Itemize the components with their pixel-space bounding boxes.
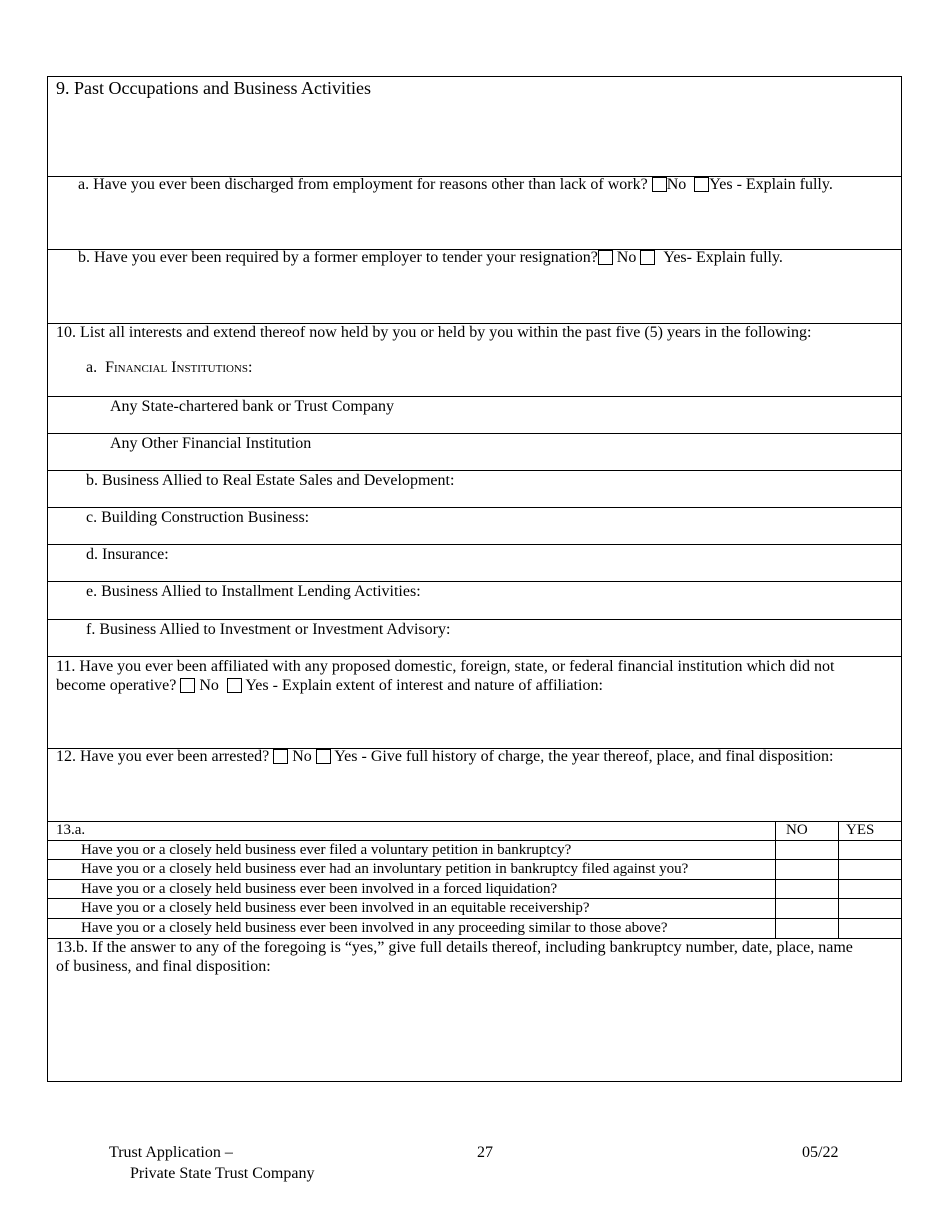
q9a-no-checkbox[interactable] (652, 177, 667, 192)
q13a-row-1-text: Have you or a closely held business ever filed a voluntary petition in bankruptcy? (81, 841, 572, 858)
q13a-row-4-yes-cell[interactable] (838, 899, 901, 918)
q12-text: 12. Have you ever been arrested? (56, 748, 270, 765)
q13a-row-4-no-cell[interactable] (776, 899, 838, 918)
q13a-divider-yes (838, 821, 839, 938)
q13a-row-5-yes-cell[interactable] (838, 919, 901, 938)
q13a-row-5-no-cell[interactable] (776, 919, 838, 938)
q10-header (48, 324, 901, 397)
q13a-row-1-yes-cell[interactable] (838, 841, 901, 860)
q12-question (56, 747, 833, 766)
q9b-no-label: No (616, 249, 637, 266)
q11-section (48, 657, 901, 749)
q10f-label: f. Business Allied to Investment or Investment Advisory: (86, 621, 451, 638)
q13a-row-3-text: Have you or a closely held business ever been involved in a forced liquidation? (81, 880, 558, 897)
q13a-col-no: NO (786, 822, 808, 838)
q13a-label: 13.a. (56, 822, 86, 838)
q10c-row (48, 508, 901, 545)
q9b-text: b. Have you ever been required by a former employer to tender your resignation? (78, 249, 598, 266)
q10e-row (48, 582, 901, 620)
q10a-item-1: Any State-chartered bank or Trust Company (110, 398, 394, 415)
application-form (47, 76, 902, 1082)
q10d-label: d. Insurance: (86, 546, 169, 563)
q10a-label: Financial Institutions: (105, 359, 253, 376)
q10a-item-2-row (48, 434, 901, 471)
q13a-row-3-yes-cell[interactable] (838, 880, 901, 899)
q11-line-1: 11. Have you ever been affiliated with any proposed domestic, foreign, state, or federal financial institution which did not (56, 658, 835, 675)
q11-line-2-text: become operative? (56, 677, 177, 694)
q12-no-label: No (292, 748, 312, 765)
q9a-section (48, 177, 901, 250)
q11-yes-checkbox[interactable] (227, 678, 242, 693)
q10e-label: e. Business Allied to Installment Lending Activities: (86, 583, 421, 600)
q10a-heading (86, 358, 252, 377)
q11-no-label: No (199, 677, 219, 694)
q10d-row (48, 545, 901, 582)
q13b-line-2: of business, and final disposition: (56, 958, 271, 975)
q10b-label: b. Business Allied to Real Estate Sales and Development: (86, 472, 455, 489)
q12-no-checkbox[interactable] (273, 749, 288, 764)
q9a-question (78, 175, 833, 194)
q10c-label: c. Building Construction Business: (86, 509, 310, 526)
q13a-row-1-no-cell[interactable] (776, 841, 838, 860)
q10a-item-1-row (48, 397, 901, 434)
footer-title-line-1: Trust Application – (109, 1144, 233, 1161)
q9b-no-checkbox[interactable] (598, 250, 613, 265)
q9a-yes-label: Yes - Explain fully. (709, 176, 833, 193)
q9a-no-label: No (666, 176, 687, 193)
q9a-yes-checkbox[interactable] (694, 177, 709, 192)
table-row (48, 899, 901, 919)
q13a-row-4-text: Have you or a closely held business ever been involved in an equitable receivership? (81, 900, 590, 917)
table-row (48, 841, 901, 861)
table-row (48, 860, 901, 880)
q13a-row-2-no-cell[interactable] (776, 860, 838, 879)
q9-title: 9. Past Occupations and Business Activities (56, 78, 371, 98)
q9b-section (48, 250, 901, 324)
q12-yes-checkbox[interactable] (316, 749, 331, 764)
table-row (48, 880, 901, 900)
q10f-row (48, 620, 901, 657)
footer-page-number: 27 (477, 1144, 493, 1161)
footer-title-line-2: Private State Trust Company (130, 1165, 315, 1182)
q10-title: 10. List all interests and extend thereof now held by you or held by you within the past five (5) years in the following: (56, 324, 812, 341)
q11-yes-label: Yes - Explain extent of interest and nature of affiliation: (245, 677, 603, 694)
q9a-text: a. Have you ever been discharged from employment for reasons other than lack of work? (78, 176, 648, 193)
q9b-question (78, 248, 783, 267)
q13a-row-2-text: Have you or a closely held business ever had an involuntary petition in bankruptcy filed against you? (81, 861, 689, 878)
q13b-line-1: 13.b. If the answer to any of the foregoing is “yes,” give full details thereof, including bankruptcy number, date, place, name (56, 939, 853, 956)
q11-no-checkbox[interactable] (180, 678, 195, 693)
q13a-row-2-yes-cell[interactable] (838, 860, 901, 879)
table-row (48, 919, 901, 939)
footer-date: 05/22 (802, 1144, 839, 1161)
q11-line-2 (56, 676, 603, 695)
q13a-divider-no (775, 821, 776, 938)
q9b-yes-label: Yes- Explain fully. (663, 249, 783, 266)
q12-yes-label: Yes - Give full history of charge, the year thereof, place, and final disposition: (334, 748, 834, 765)
q10a-item-2: Any Other Financial Institution (110, 435, 312, 452)
q9-section (48, 77, 901, 177)
q13a-row-3-no-cell[interactable] (776, 880, 838, 899)
q9b-yes-checkbox[interactable] (640, 250, 655, 265)
q13a-header-row (48, 821, 901, 841)
q13a-row-5-text: Have you or a closely held business ever been involved in any proceeding similar to those above? (81, 920, 668, 936)
q13a-col-yes: YES (846, 822, 875, 838)
q12-section (48, 749, 901, 822)
q10b-row (48, 471, 901, 508)
q10a-prefix: a. (86, 359, 98, 376)
